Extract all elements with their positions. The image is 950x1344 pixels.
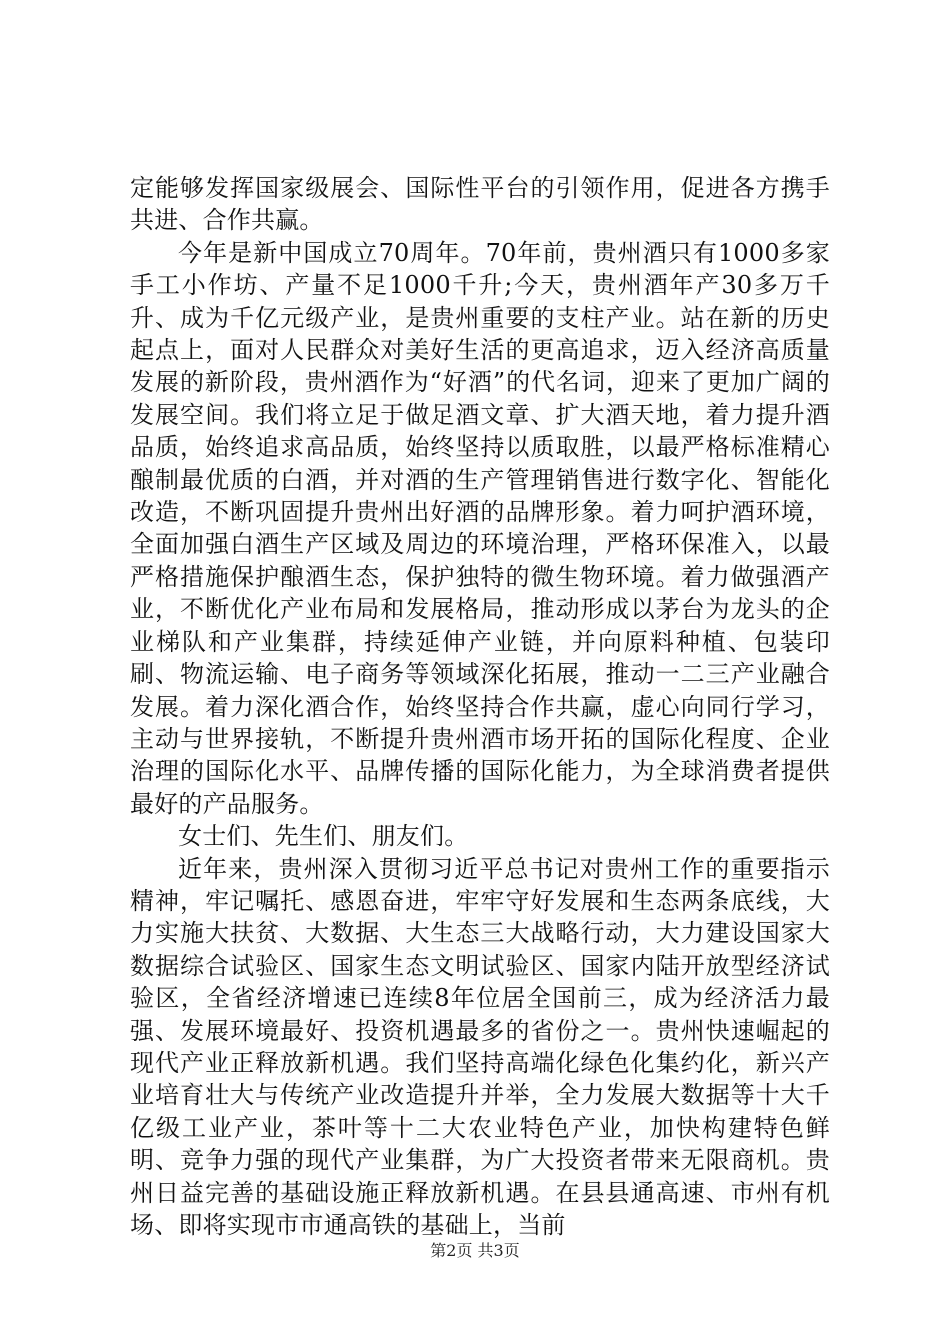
paragraph-3: 女士们、先生们、朋友们。 xyxy=(178,822,469,851)
paragraph-2: 今年是新中国成立70周年。70年前，贵州酒只有1000多家手工小作坊、产量不足1000千升;今天，贵州酒年产30多万千升、成为千亿元级产业，是贵州重要的支柱产业。站在新的历史起点上，面对人民群众对美好生活的更高追求，迈入经济高质量发展的新阶段，贵州酒作为“好酒”的代名词，迎来了更加广阔的发展空间。我们将立足于做足酒文章、扩大酒天地，着力提升酒品质，始终追求高品质，始终坚持以质取胜，以最严格标准精心酿制最优质的白酒，并对酒的生产管理销售进行数字化、智能化改造，不断巩固提升贵州出好酒的品牌形象。着力呵护酒环境，全面加强白酒生产区域及周边的环境治理，严格环保准入，以最严格措施保护酿酒生态，保护独特的微生物环境。着力做强酒产业，不断优化产业布局和发展格局，推动形成以茅台为龙头的企业梯队和产业集群，持续延伸产业链，并向原料种植、包装印刷、物流运输、电子商务等领域深化拓展，推动一二三产业融合发展。着力深化酒合作，始终坚持合作共赢，虚心向同行学习，主动与世界接轨，不断提升贵州酒市场开拓的国际化程度、企业治理的国际化水平、品牌传播的国际化能力，为全球消费者提供最好的产品服务。 xyxy=(130,238,830,818)
page-number: 第2页 共3页 xyxy=(430,1241,520,1260)
page-footer xyxy=(0,1241,950,1261)
paragraph-4: 近年来，贵州深入贯彻习近平总书记对贵州工作的重要指示精神，牢记嘱托、感恩奋进，牢牢守好发展和生态两条底线，大力实施大扶贫、大数据、大生态三大战略行动，大力建设国家大数据综合试验区、国家生态文明试验区、国家内陆开放型经济试验区，全省经济增速已连续8年位居全国前三，成为经济活力最强、发展环境最好、投资机遇最多的省份之一。贵州快速崛起的现代产业正释放新机遇。我们坚持高端化绿色化集约化，新兴产业培育壮大与传统产业改造提升并举，全力发展大数据等十大千亿级工业产业，茶叶等十二大农业特色产业，加快构建特色鲜明、竞争力强的现代产业集群，为广大投资者带来无限商机。贵州日益完善的基础设施正释放新机遇。在县县通高速、市州有机场、即将实现市市通高铁的基础上，当前 xyxy=(130,854,830,1239)
paragraph-1: 定能够发挥国家级展会、国际性平台的引领作用，促进各方携手共进、合作共赢。 xyxy=(130,174,830,235)
document-body xyxy=(130,172,830,1241)
